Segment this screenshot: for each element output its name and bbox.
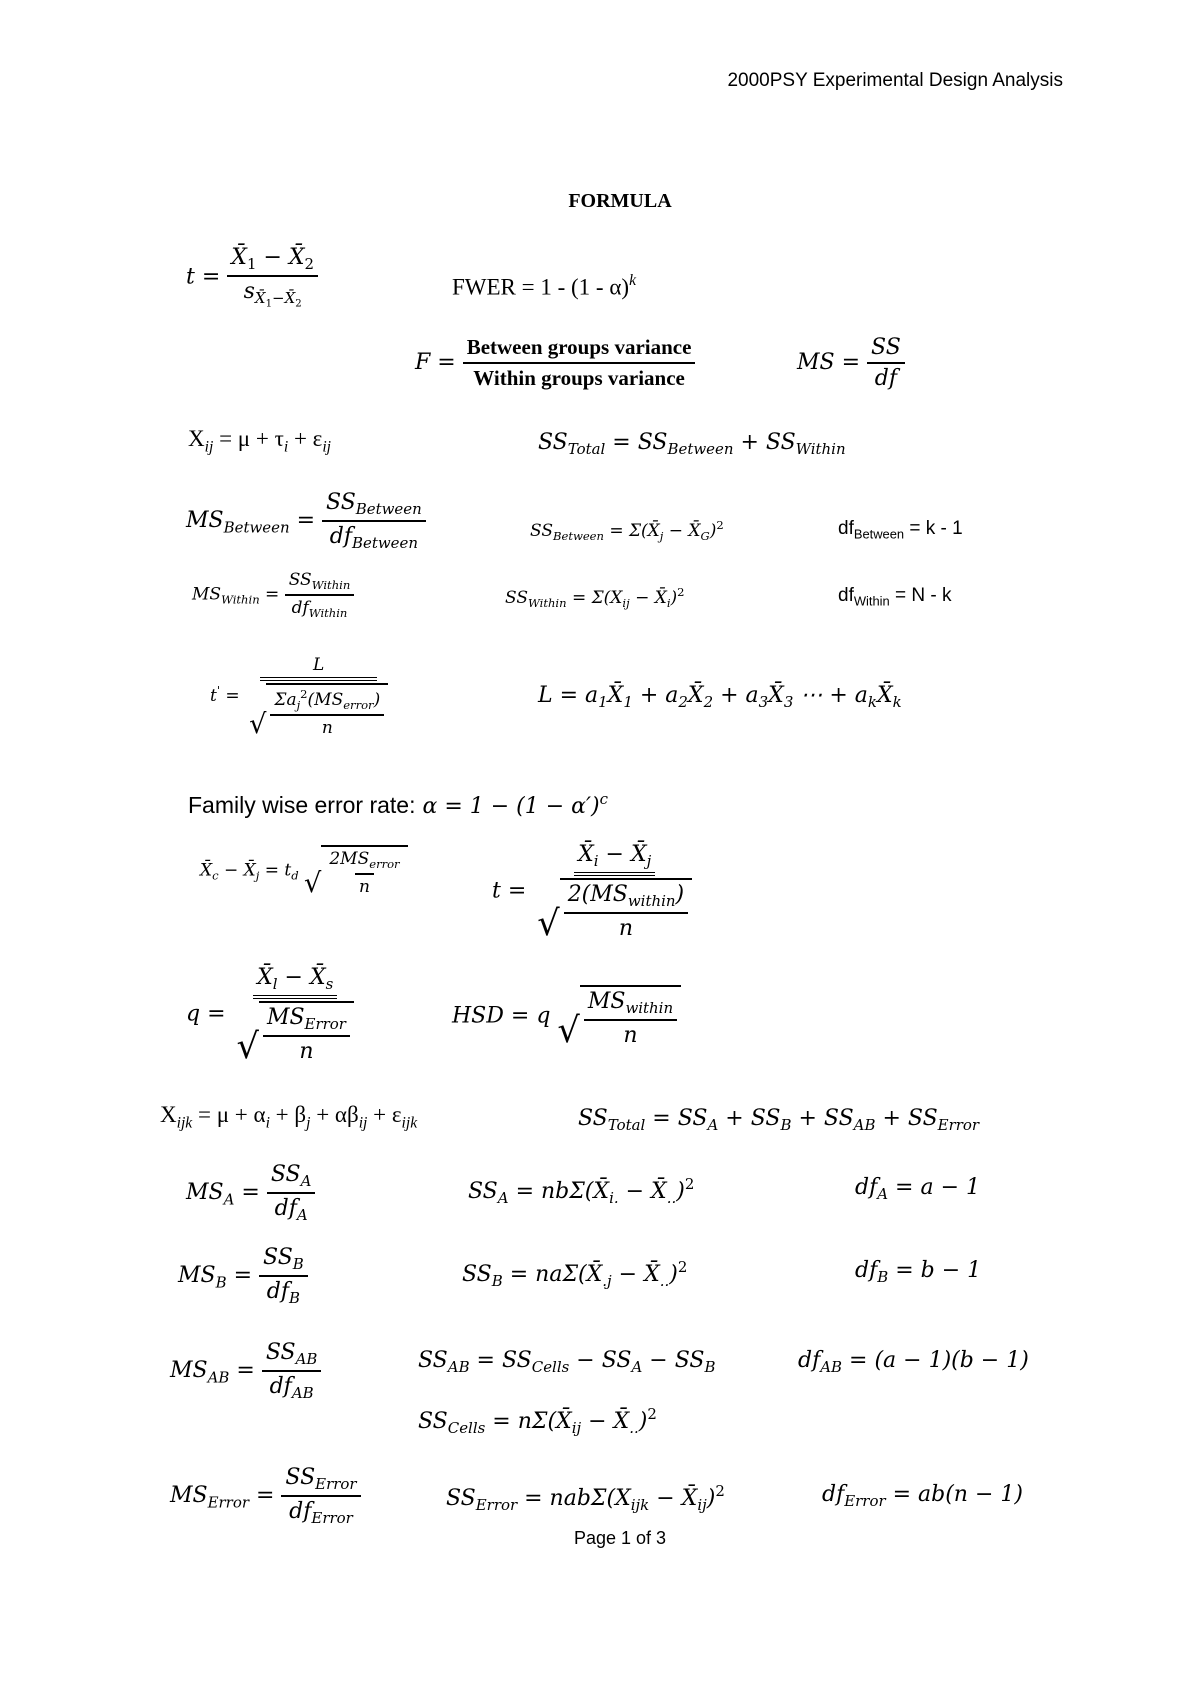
formula-ss-a: $SS_A$ = $nb\Sigma(X̄_{i.}$ − $X̄_{..})^2$ bbox=[468, 1175, 695, 1208]
formula-fwer: FWER = 1 - (1 - α)$^k$ bbox=[452, 272, 636, 300]
formula-ms-between: $MS_{Between}$ = $\frac{SS_{Between}}{df_{Between}}$ bbox=[186, 490, 426, 552]
document-header: 2000PSY Experimental Design Analysis bbox=[727, 70, 1063, 91]
formula-ms-b: $MS_B$ = $\frac{SS_B}{df_B}$ bbox=[178, 1245, 308, 1307]
formula-ss-b: $SS_B$ = $na\Sigma(X̄_{.j}$ − $X̄_{..})^2$ bbox=[462, 1258, 688, 1291]
formula-df-error: $df_{Error} = ab(n - 1)$ bbox=[822, 1482, 1023, 1511]
formula-family-wise: Family wise error rate: $\alpha = 1 - (1 - \alpha')^c$ bbox=[188, 790, 608, 819]
formula-df-b: $df_B = b - 1$ bbox=[855, 1258, 982, 1287]
formula-q-stat: q = $X̄_l$ − $X̄_s$ √ $\frac{MS_{Error}}{n}$ bbox=[186, 965, 358, 1064]
formula-ms-error: $MS_{Error}$ = $\frac{SS_{Error}}{df_{Error}}$ bbox=[170, 1465, 361, 1527]
formula-ss-total: $SS_{Total} = SS_{Between} + SS_{Within}$ bbox=[538, 430, 846, 459]
formula-df-ab: $df_{AB} = (a - 1)(b - 1)$ bbox=[798, 1348, 1029, 1377]
formula-ss-error: $SS_{Error} = nab\Sigma(X_{ijk}$ − $X̄_{ij})^2$ bbox=[446, 1482, 725, 1515]
formula-ms-ab: $MS_{AB}$ = $\frac{SS_{AB}}{df_{AB}}$ bbox=[170, 1340, 321, 1402]
formula-ss-between: $SS_{Between}$ = $\Sigma(X̄_j$ − $X̄_G)^2$ bbox=[530, 518, 724, 543]
formula-df-within: $df_{Within} = N - k$ bbox=[838, 585, 952, 609]
family-wise-label: Family wise error rate: bbox=[188, 791, 416, 818]
formula-ms-a: $MS_A$ = $\frac{SS_A}{df_A}$ bbox=[186, 1162, 315, 1224]
formula-ss-cells: $SS_{Cells}$ = $n\Sigma(X̄_{ij}$ − $X̄_{..})^2$ bbox=[418, 1405, 657, 1438]
within-groups-variance: Within groups variance bbox=[473, 366, 685, 390]
formula-ms-general: MS = $\frac{SS}{df}$ bbox=[797, 335, 905, 391]
formula-t-test: t = $\frac{X̄_1 - X̄_2}{s_{X̄_1-X̄_2}}$ bbox=[186, 245, 318, 310]
formula-model-twoway: $X_{ijk} = \mu + \alpha_i + \beta_j + \alpha\beta_{ij} + \varepsilon_{ijk}$ bbox=[160, 1102, 418, 1132]
formula-ms-within: $MS_{Within}$ = $\frac{SS_{Within}}{df_{Within}}$ bbox=[192, 570, 354, 620]
between-groups-variance: Between groups variance bbox=[463, 335, 696, 364]
formula-contrast-l: $L = a_1X̄_1$ + $a_2X̄_2$ + $a_3X̄_3$ ⋯ + $a_kX̄_k$ bbox=[538, 683, 902, 712]
formula-f-ratio: F = $\frac{\text{Between groups variance}}{\text{Within groups variance}}$ bbox=[415, 335, 695, 391]
formula-df-between: $df_{Between} = k - 1$ bbox=[838, 518, 963, 542]
formula-ss-ab: $SS_{AB} = SS_{Cells} - SS_A - SS_B$ bbox=[418, 1348, 716, 1377]
formula-df-a: $df_A = a - 1$ bbox=[855, 1175, 980, 1204]
formula-ss-within: $SS_{Within} = \Sigma(X_{ij}$ − $X̄_i)^2$ bbox=[505, 585, 685, 610]
formula-dunnett: $X̄_c$ − $X̄_j = t_d$ √ $\frac{2MS_{error}}{n}$ bbox=[200, 845, 408, 897]
formula-t-lsd: t = $X̄_i$ − $X̄_j$ √ $\frac{2(MS_{within})}{n}$ bbox=[492, 842, 696, 941]
page-title: FORMULA bbox=[568, 190, 672, 212]
formula-t-prime: t' = L √ $\frac{\Sigma a_j^2(MS_{error})}{n}$ bbox=[210, 655, 392, 738]
formula-hsd: HSD = q √ $\frac{MS_{within}}{n}$ bbox=[452, 985, 681, 1048]
formula-model-oneway: $X_{ij} = \mu + \tau_i + \varepsilon_{ij}$ bbox=[188, 426, 332, 456]
formula-ss-total-two: $SS_{Total} = SS_A + SS_B + SS_{AB} + SS_{Error}$ bbox=[578, 1106, 980, 1135]
page-number: Page 1 of 3 bbox=[573, 1528, 667, 1548]
